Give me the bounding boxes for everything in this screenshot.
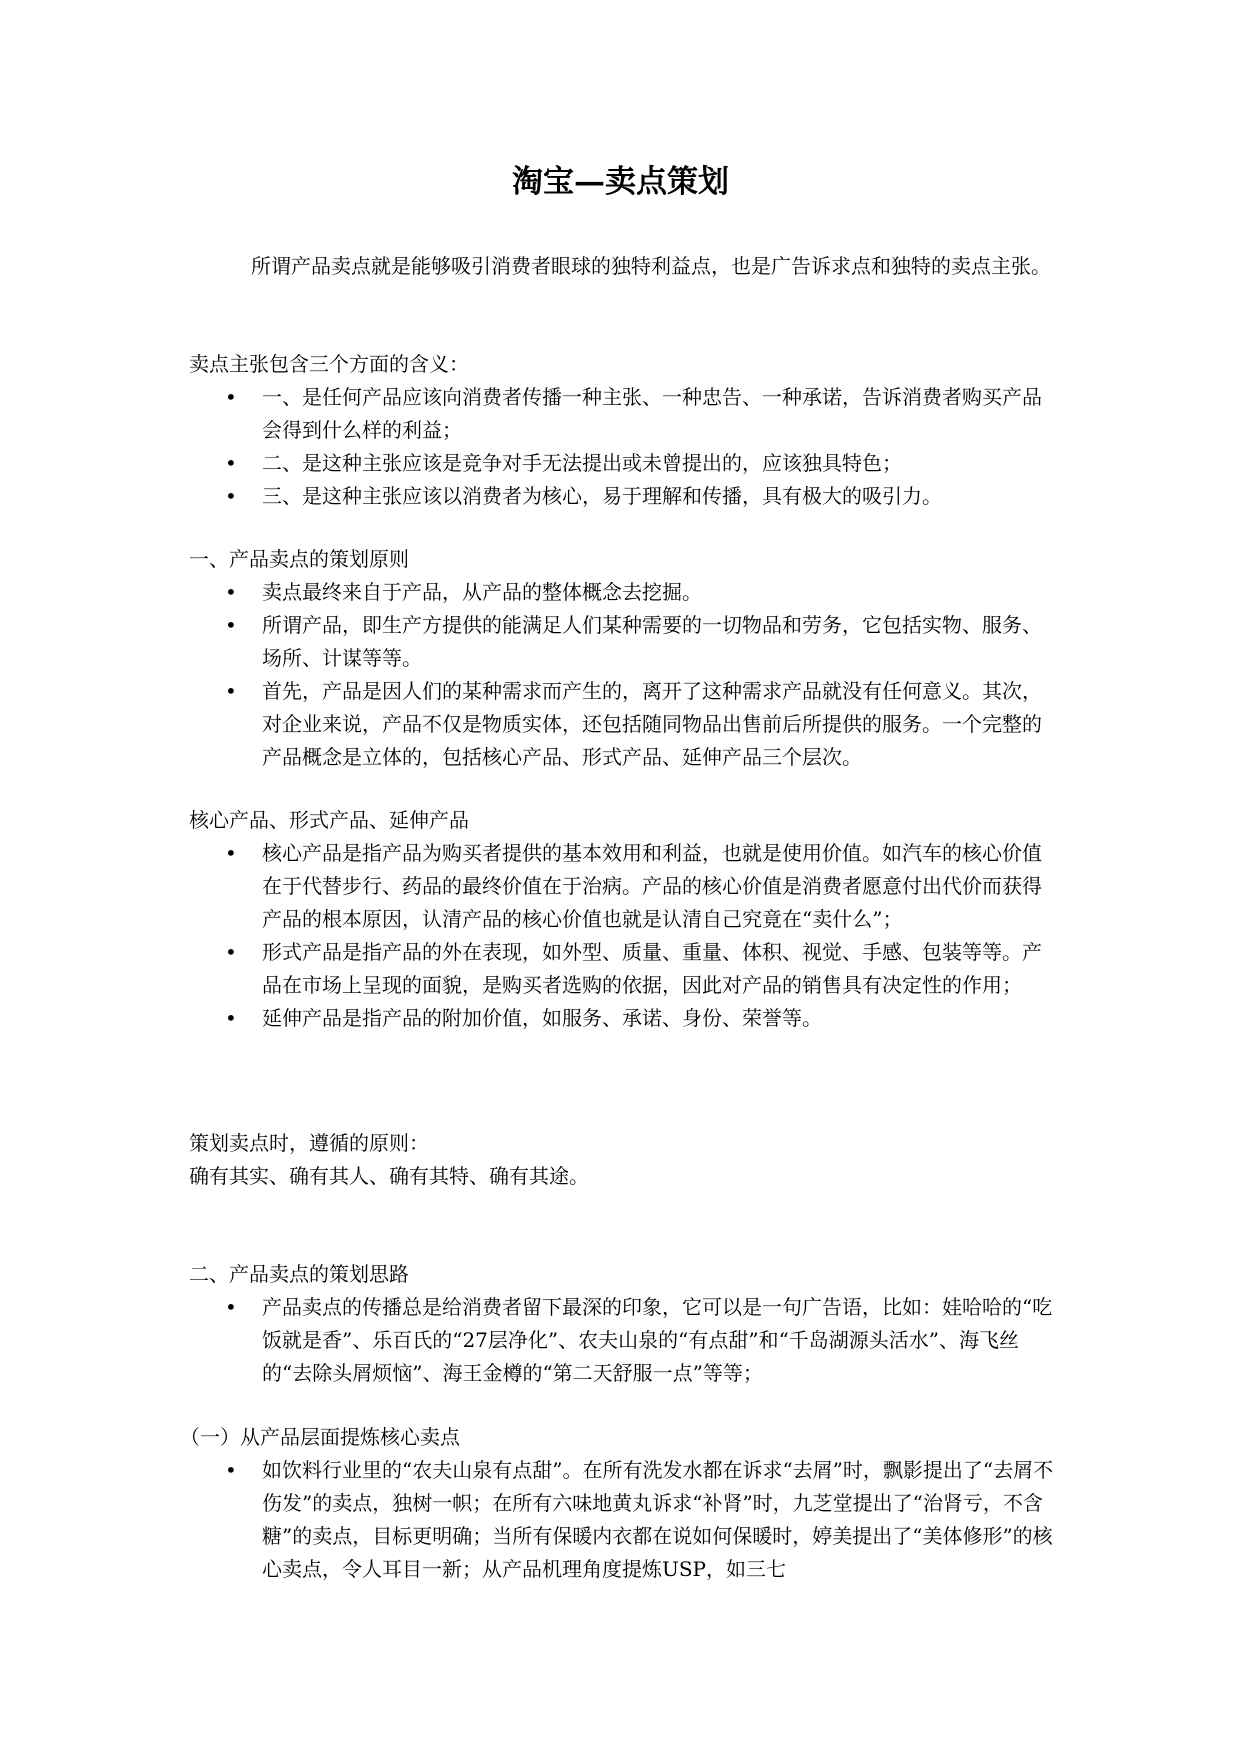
section-heading-principles: 一、产品卖点的策划原则 bbox=[189, 547, 409, 571]
bullet-icon: • bbox=[225, 1295, 237, 1319]
bullet-icon: • bbox=[225, 1458, 237, 1482]
bullet-icon: • bbox=[225, 940, 237, 964]
list-item-text: 产品卖点的传播总是给消费者留下最深的印象，它可以是一句广告语，比如：娃哈哈的“吃饭就是香”、乐百氏的“27层净化”、农夫山泉的“有点甜”和“千岛湖源头活水”、海飞丝的“去除头屑烦恼”、海王金樽的“第二天舒服一点”等等； bbox=[262, 1295, 1053, 1385]
section-heading-claim: 卖点主张包含三个方面的含义： bbox=[189, 352, 469, 376]
list-item-text: 三、是这种主张应该以消费者为核心，易于理解和传播，具有极大的吸引力。 bbox=[262, 484, 942, 508]
bullet-icon: • bbox=[225, 679, 237, 703]
section-heading-ideas: 二、产品卖点的策划思路 bbox=[189, 1262, 409, 1286]
list-item bbox=[189, 609, 1059, 675]
list-item bbox=[189, 480, 1059, 513]
list-item-text: 卖点最终来自于产品，从产品的整体概念去挖掘。 bbox=[262, 580, 702, 604]
list-item-text: 二、是这种主张应该是竞争对手无法提出或未曾提出的，应该独具特色； bbox=[262, 451, 902, 475]
list-item bbox=[189, 447, 1059, 480]
bullet-icon: • bbox=[225, 484, 237, 508]
bullet-icon: • bbox=[225, 841, 237, 865]
list-item-text: 如饮料行业里的“农夫山泉有点甜”。在所有洗发水都在诉求“去屑”时，飘影提出了“去屑不伤发”的卖点，独树一帜；在所有六味地黄丸诉求“补肾”时，九芝堂提出了“治肾亏，不含糖”的卖点，目标更明确；当所有保暖内衣都在说如何保暖时，婷美提出了“美体修形”的核心卖点，令人耳目一新；从产品机理角度提炼USP，如三七 bbox=[262, 1458, 1054, 1581]
list-item bbox=[189, 675, 1059, 774]
section-heading-product-levels: 核心产品、形式产品、延伸产品 bbox=[189, 808, 469, 832]
list-item-text: 所谓产品，即生产方提供的能满足人们某种需要的一切物品和劳务，它包括实物、服务、场所、计谋等等。 bbox=[262, 613, 1042, 670]
ideas-list bbox=[189, 1291, 1059, 1390]
subsection-heading-core: （一）从产品层面提炼核心卖点 bbox=[180, 1425, 460, 1449]
principles-label: 策划卖点时，遵循的原则： bbox=[189, 1131, 429, 1155]
list-item bbox=[189, 837, 1059, 936]
core-list bbox=[189, 1454, 1059, 1586]
product-levels-list bbox=[189, 837, 1059, 1035]
list-item bbox=[189, 576, 1059, 609]
list-item-text: 一、是任何产品应该向消费者传播一种主张、一种忠告、一种承诺，告诉消费者购买产品会得到什么样的利益； bbox=[262, 385, 1042, 442]
claim-list bbox=[189, 381, 1059, 513]
list-item bbox=[189, 381, 1059, 447]
bullet-icon: • bbox=[225, 613, 237, 637]
bullet-icon: • bbox=[225, 451, 237, 475]
list-item bbox=[189, 1454, 1059, 1586]
bullet-icon: • bbox=[225, 385, 237, 409]
list-item-text: 首先，产品是因人们的某种需求而产生的，离开了这种需求产品就没有任何意义。其次，对企业来说，产品不仅是物质实体，还包括随同物品出售前后所提供的服务。一个完整的产品概念是立体的，包括核心产品、形式产品、延伸产品三个层次。 bbox=[262, 679, 1042, 769]
list-item bbox=[189, 1291, 1059, 1390]
list-item-text: 核心产品是指产品为购买者提供的基本效用和利益，也就是使用价值。如汽车的核心价值在于代替步行、药品的最终价值在于治病。产品的核心价值是消费者愿意付出代价而获得产品的根本原因，认清产品的核心价值也就是认清自己究竟在“卖什么”； bbox=[262, 841, 1042, 931]
list-item-text: 形式产品是指产品的外在表现，如外型、质量、重量、体积、视觉、手感、包装等等。产品在市场上呈现的面貌，是购买者选购的依据，因此对产品的销售具有决定性的作用； bbox=[262, 940, 1042, 997]
list-item bbox=[189, 1002, 1059, 1035]
principles-list bbox=[189, 576, 1059, 774]
bullet-icon: • bbox=[225, 580, 237, 604]
page-title: 淘宝—卖点策划 bbox=[512, 164, 729, 200]
principles-text: 确有其实、确有其人、确有其特、确有其途。 bbox=[189, 1164, 589, 1188]
list-item-text: 延伸产品是指产品的附加价值，如服务、承诺、身份、荣誉等。 bbox=[262, 1006, 822, 1030]
bullet-icon: • bbox=[225, 1006, 237, 1030]
intro-paragraph: 所谓产品卖点就是能够吸引消费者眼球的独特利益点，也是广告诉求点和独特的卖点主张。 bbox=[251, 254, 1051, 278]
list-item bbox=[189, 936, 1059, 1002]
